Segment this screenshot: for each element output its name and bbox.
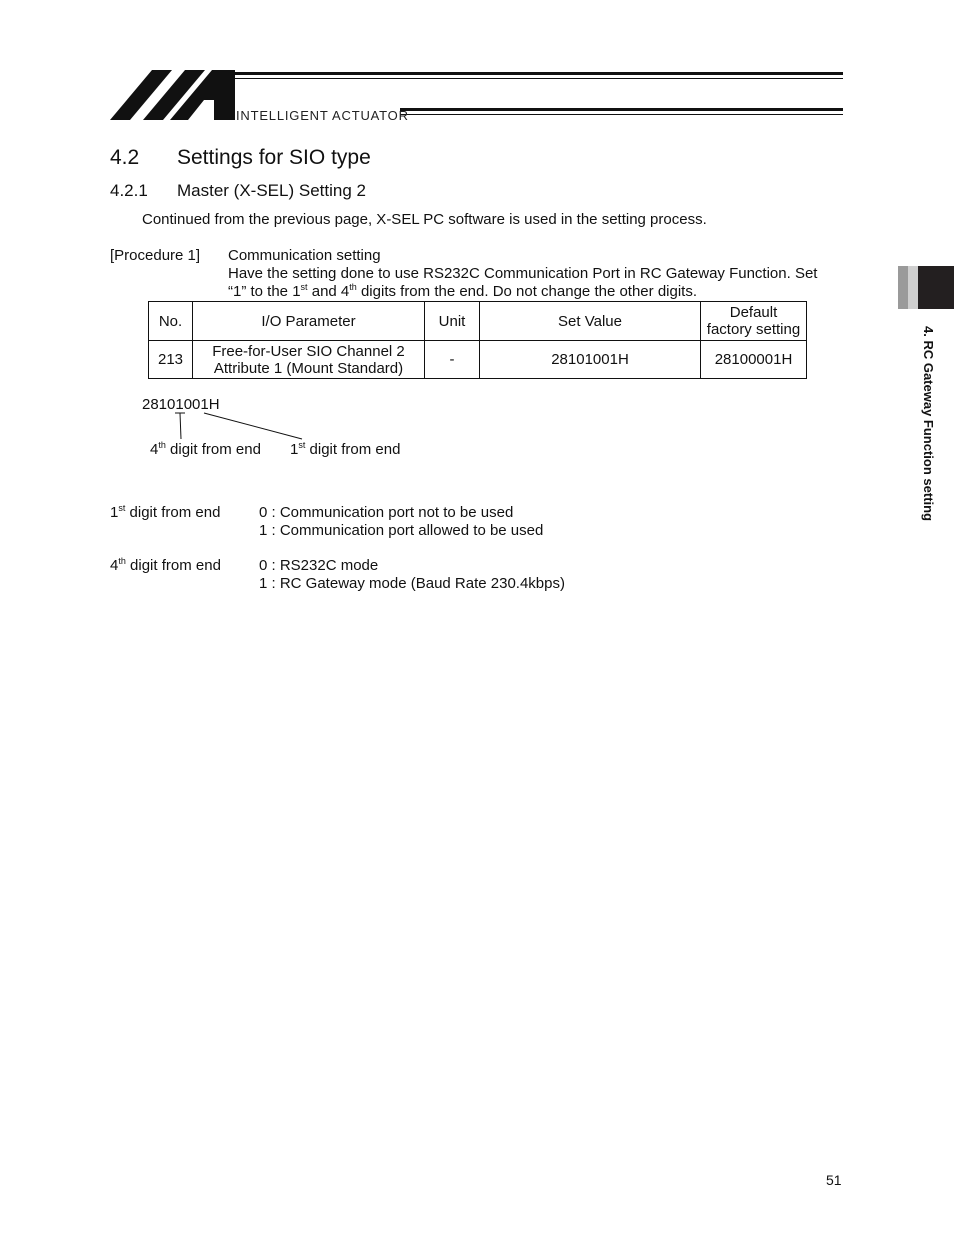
side-tab-block — [918, 266, 954, 309]
header-rule-top-1 — [232, 72, 843, 75]
header-no: No. — [149, 302, 193, 341]
subsection-number: 4.2.1 — [110, 181, 148, 200]
section-heading — [110, 146, 371, 170]
io-parameter-table — [148, 301, 807, 379]
header-rule-bottom-2 — [400, 114, 843, 115]
table-row — [149, 341, 807, 379]
table-header-row — [149, 302, 807, 341]
section-title: Settings for SIO type — [177, 146, 371, 169]
page-number: 51 — [826, 1172, 842, 1188]
diagram-value: 28101001H — [142, 396, 220, 413]
diagram-label-4th: 4th digit from end — [150, 440, 261, 458]
cell-set-value: 28101001H — [480, 341, 701, 379]
definition-1st-option-1: 1 : Communication port allowed to be used — [259, 522, 544, 539]
side-tab-label: 4. RC Gateway Function setting — [921, 326, 936, 522]
side-tab-stripe-light-gray — [908, 266, 918, 309]
procedure-line-2: “1” to the 1st and 4th digits from the end. Do not change the other digits. — [228, 282, 697, 300]
intro-text: Continued from the previous page, X-SEL PC software is used in the setting process. — [142, 211, 707, 228]
definition-term-1st: 1st digit from end — [110, 503, 221, 521]
definition-1st-option-0: 0 : Communication port not to be used — [259, 504, 514, 521]
cell-unit: - — [425, 341, 480, 379]
definition-term-4th: 4th digit from end — [110, 556, 221, 574]
brand-name: INTELLIGENT ACTUATOR — [236, 108, 409, 123]
cell-no: 213 — [149, 341, 193, 379]
header-unit: Unit — [425, 302, 480, 341]
header-set-value: Set Value — [480, 302, 701, 341]
subsection-title: Master (X-SEL) Setting 2 — [177, 181, 366, 200]
cell-io-parameter: Free-for-User SIO Channel 2 Attribute 1 (Mount Standard) — [193, 341, 425, 379]
procedure-label: [Procedure 1] — [110, 247, 201, 264]
section-number: 4.2 — [110, 146, 140, 169]
definition-4th-option-1: 1 : RC Gateway mode (Baud Rate 230.4kbps) — [259, 575, 565, 592]
iai-logo — [110, 68, 235, 122]
digit-pointer-lines — [170, 410, 310, 442]
header-rule-top-2 — [232, 78, 843, 79]
definition-4th-option-0: 0 : RS232C mode — [259, 557, 379, 574]
side-tab-stripe-dark-gray — [898, 266, 908, 309]
subsection-heading — [110, 181, 366, 201]
header-rule-bottom-1 — [400, 108, 843, 111]
procedure-title: Communication setting — [228, 247, 381, 264]
header-default: Default factory setting — [701, 302, 807, 341]
cell-default: 28100001H — [701, 341, 807, 379]
diagram-label-1st: 1st digit from end — [290, 440, 401, 458]
procedure-line-1: Have the setting done to use RS232C Communication Port in RC Gateway Function. Set — [228, 265, 818, 282]
header-io-parameter: I/O Parameter — [193, 302, 425, 341]
